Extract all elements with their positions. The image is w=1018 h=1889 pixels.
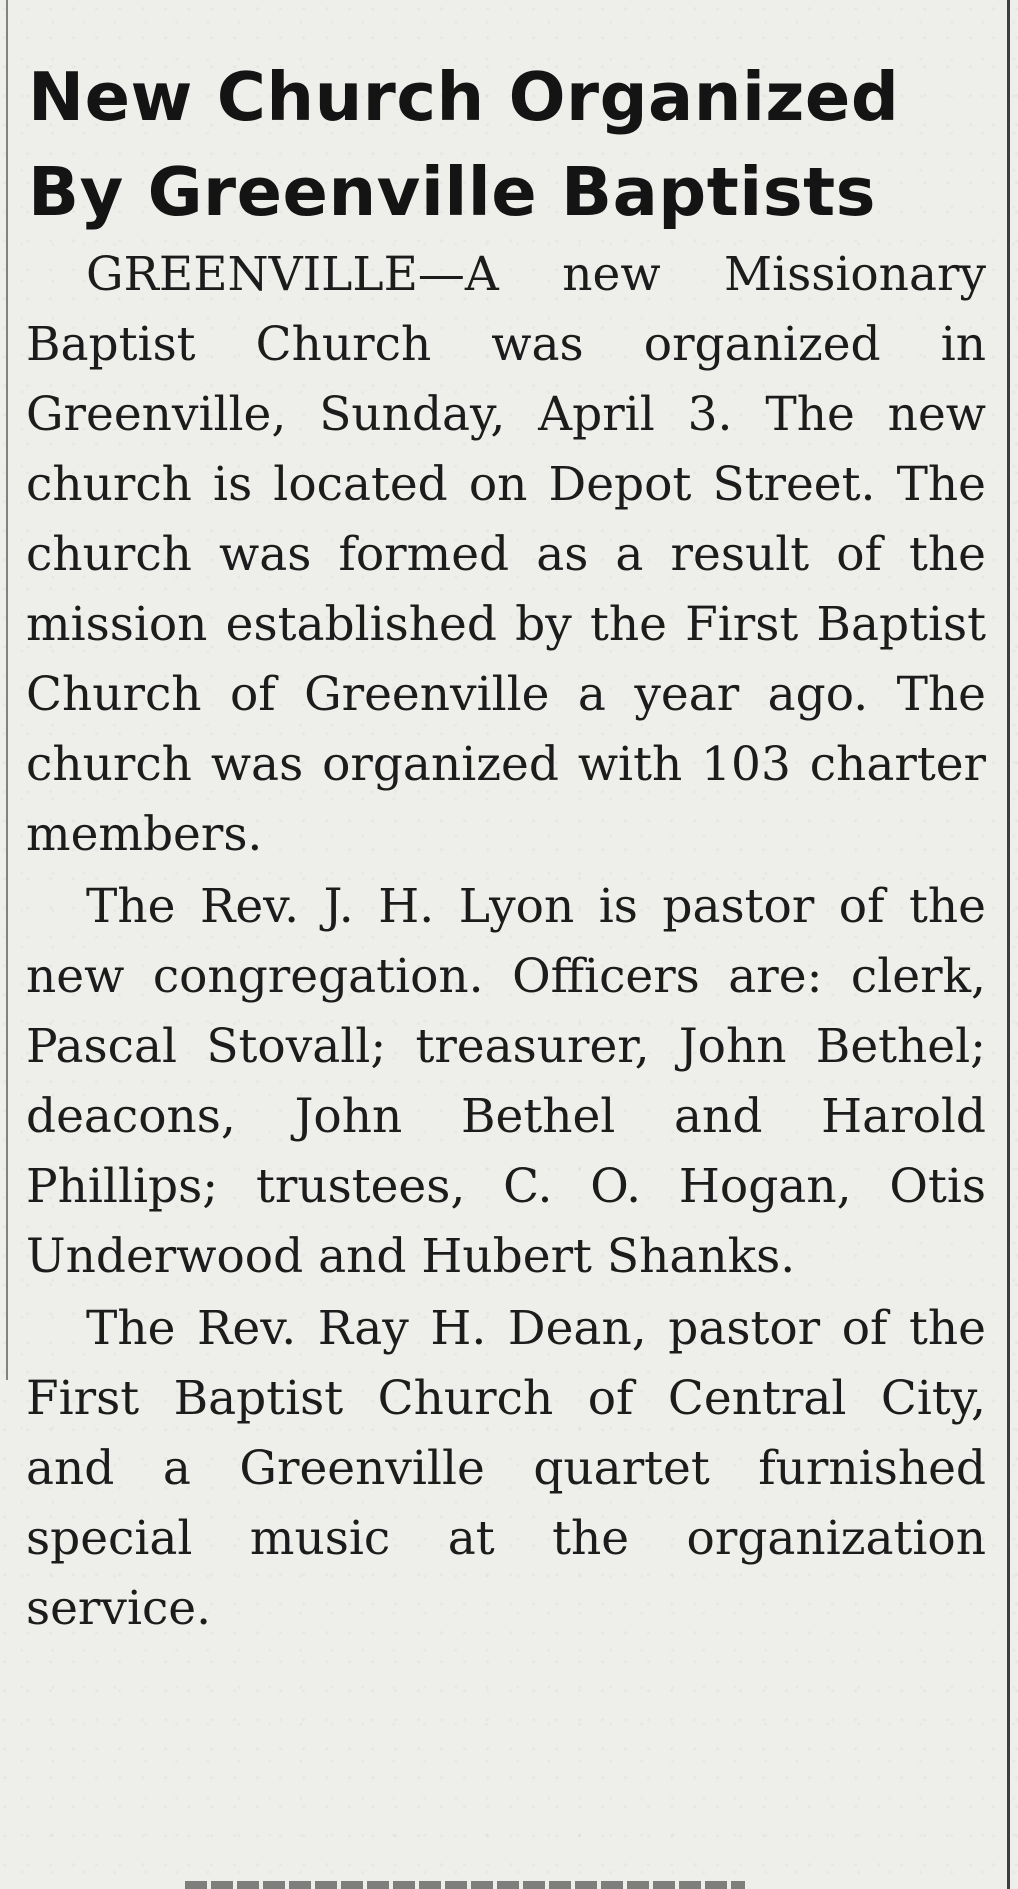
column-rule-left	[6, 0, 8, 1380]
headline	[28, 50, 978, 240]
article-paragraph-3: The Rev. Ray H. Dean, pastor of the First Baptist Church of Central City, and a Greenville quartet furnished special music at the organization service.	[26, 1301, 986, 1636]
article-body	[26, 240, 986, 1646]
article-paragraph-2: The Rev. J. H. Lyon is pastor of the new congregation. Officers are: clerk, Pascal Stovall; treasurer, John Bethel; deacons, John Bethel and Harold Phillips; trustees, C. O. Hogan, Otis Underwood and Hubert Shanks.	[26, 879, 986, 1284]
headline-line-2: By Greenville Baptists	[28, 153, 877, 231]
section-divider	[185, 1881, 745, 1889]
column-rule-right	[1007, 0, 1010, 1889]
article-paragraph-1: GREENVILLE—A new Missionary Baptist Church was organized in Greenville, Sunday, April 3. The new church is located on Depot Street. The church was formed as a result of the mission established by the First Baptist Church of Greenville a year ago. The church was organized with 103 charter members.	[26, 247, 986, 862]
headline-line-1: New Church Organized	[28, 58, 900, 136]
